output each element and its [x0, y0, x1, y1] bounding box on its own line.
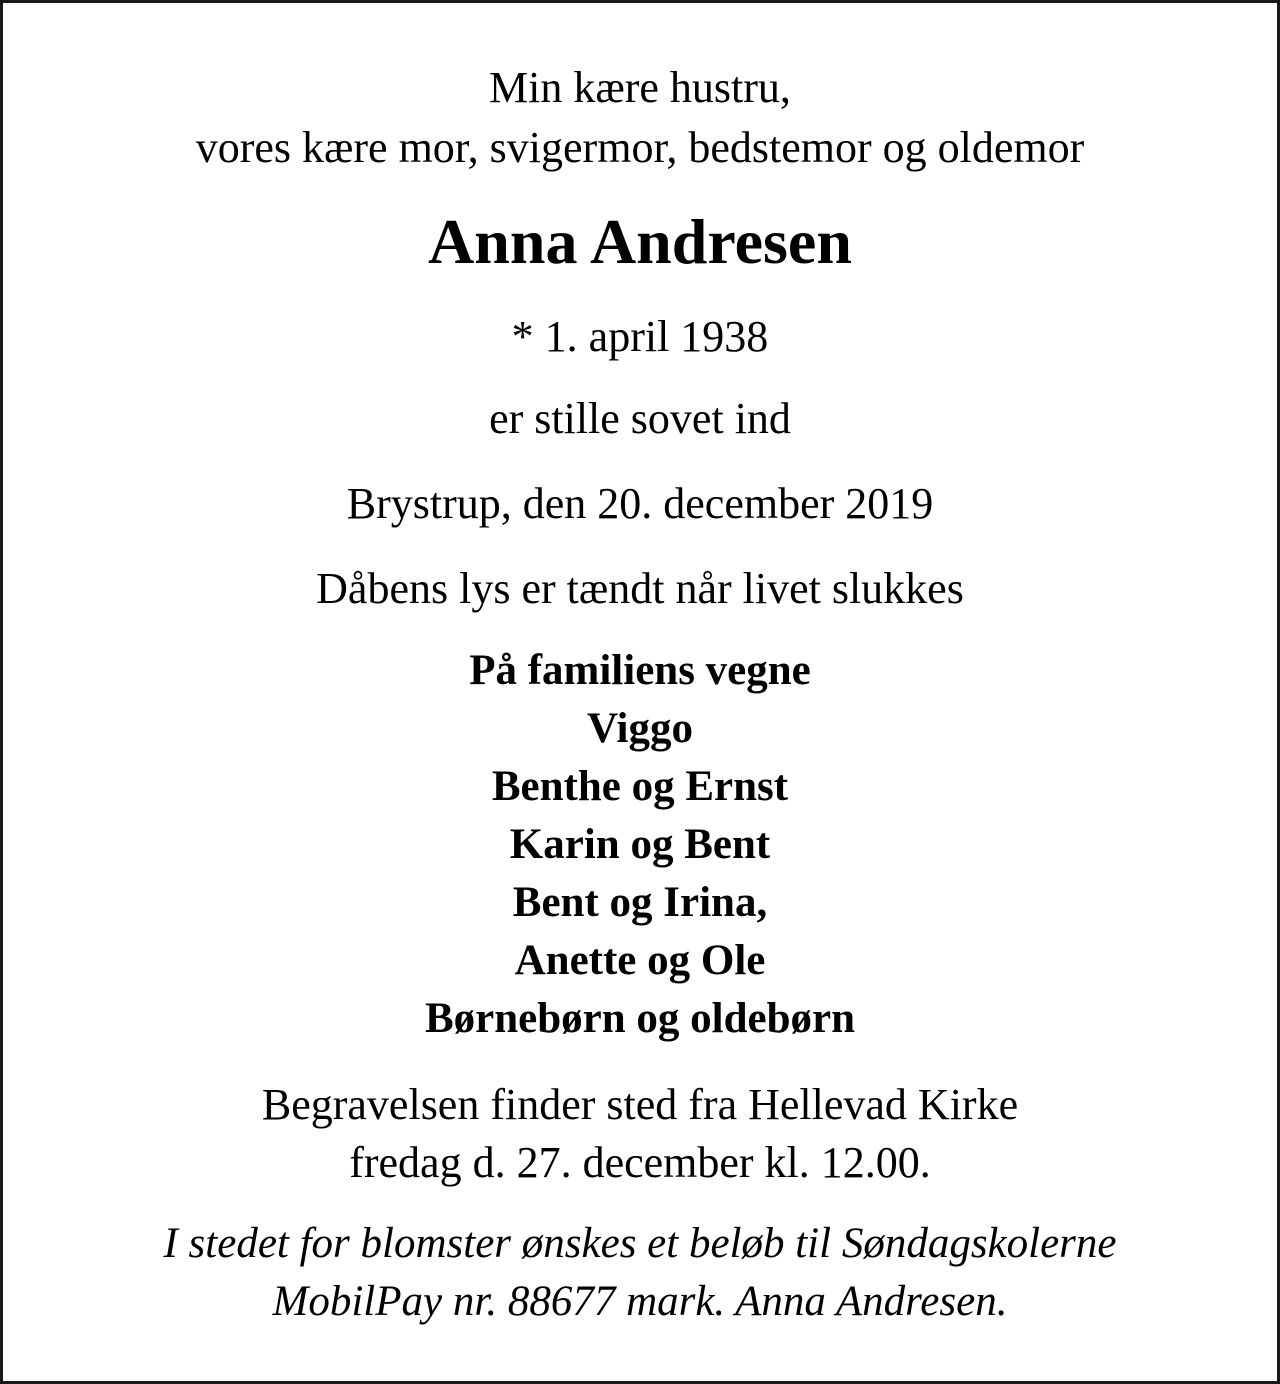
signatory-line: Bent og Irina,: [512, 879, 768, 926]
signatory-line: På familiens vegne: [469, 647, 811, 694]
quote: Dåbens lys er tændt når livet slukkes: [316, 564, 964, 613]
signatory-line: Anette og Ole: [514, 937, 766, 984]
birth-date: * 1. april 1938: [511, 312, 769, 361]
donation-line-2: MobilPay nr. 88677 mark. Anna Andresen.: [272, 1278, 1008, 1325]
funeral-line-1: Begravelsen finder sted fra Hellevad Kirke: [261, 1080, 1019, 1129]
passing-text: er stille sovet ind: [489, 394, 791, 443]
signatory-line: Viggo: [587, 705, 693, 752]
signatory-line: Børnebørn og oldebørn: [424, 995, 856, 1042]
funeral-line-2: fredag d. 27. december kl. 12.00.: [349, 1138, 931, 1187]
intro-line-1: Min kære hustru,: [489, 63, 791, 112]
signatory-line: Karin og Bent: [509, 821, 771, 868]
place-date: Brystrup, den 20. december 2019: [346, 479, 934, 528]
donation-line-1: I stedet for blomster ønskes et beløb til Søndagskolerne: [163, 1220, 1117, 1267]
signatory-line: Benthe og Ernst: [491, 763, 789, 810]
intro-line-2: vores kære mor, svigermor, bedstemor og oldemor: [195, 123, 1085, 172]
deceased-name: Anna Andresen: [428, 206, 852, 277]
